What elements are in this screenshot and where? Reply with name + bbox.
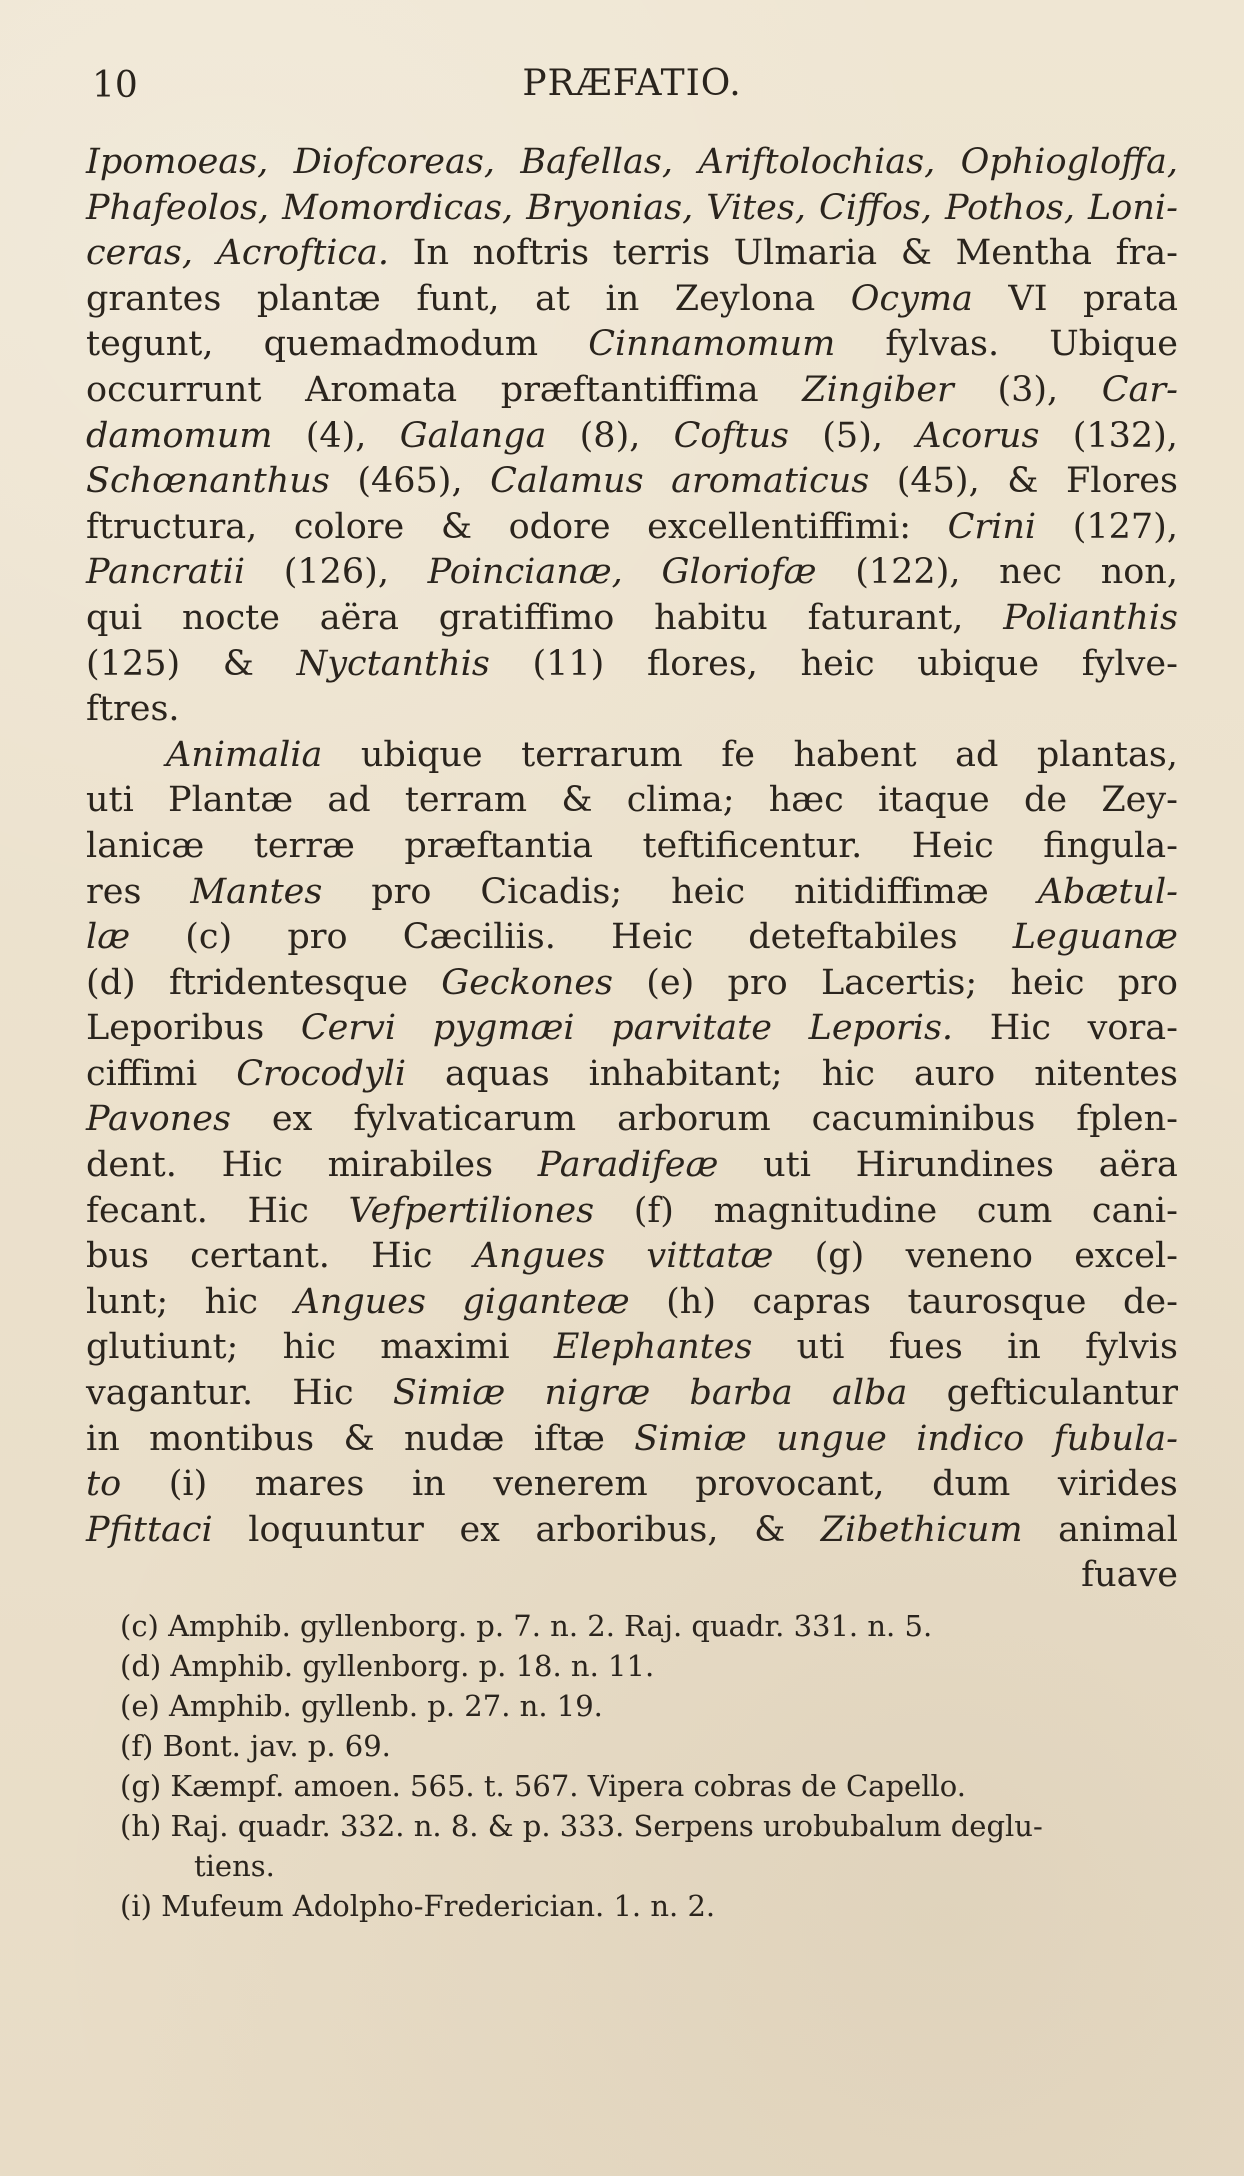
- word: Lacertis;: [821, 962, 978, 1003]
- word: Phafeolos,: [86, 187, 270, 228]
- word: Elephantes: [553, 1327, 753, 1368]
- word: arborum: [617, 1099, 771, 1140]
- word: heic: [671, 871, 746, 912]
- word: nitidiffimæ: [794, 871, 989, 912]
- word: Gloriofæ: [661, 552, 817, 593]
- word: auro: [914, 1053, 996, 1094]
- word: fylvis: [1085, 1327, 1178, 1368]
- word: Poincianæ,: [427, 552, 623, 593]
- word: Simiæ: [392, 1373, 506, 1414]
- word: excellentiffimi:: [647, 506, 912, 547]
- word: Hic: [247, 1190, 309, 1231]
- word: certant.: [190, 1236, 330, 1277]
- word: to: [86, 1464, 122, 1505]
- word: Ophiogloffa,: [960, 142, 1178, 182]
- word: Schœnanthus: [86, 461, 330, 502]
- word: noftris: [472, 233, 590, 274]
- word: de: [1023, 780, 1068, 821]
- word: Mentha: [955, 233, 1093, 274]
- running-head: PRÆFATIO.: [522, 63, 742, 104]
- word: qui: [86, 597, 143, 638]
- word: (132),: [1072, 415, 1178, 456]
- footnote-c: (c) Amphib. gyllenborg. p. 7. n. 2. Raj. quadr. 331. n. 5.: [120, 1609, 933, 1643]
- word: pygmæi: [432, 1008, 575, 1049]
- word: ftridentesque: [168, 962, 408, 1003]
- word: (4),: [305, 415, 367, 456]
- word: VI: [1008, 278, 1048, 319]
- text-line-04: [86, 277, 1178, 323]
- word: Pothos,: [945, 187, 1075, 228]
- word: Simiæ: [634, 1418, 747, 1459]
- word: terræ: [253, 825, 355, 866]
- word: (i): [168, 1464, 208, 1505]
- word: Polianthis: [1003, 597, 1178, 638]
- word: Hic: [371, 1236, 433, 1277]
- word: fylvaticarum: [353, 1099, 577, 1140]
- word: in: [605, 278, 640, 319]
- word: Ciffos,: [819, 187, 932, 228]
- word: Leporis.: [808, 1008, 954, 1049]
- word: Hic: [989, 1008, 1052, 1049]
- word: Flores: [1065, 461, 1178, 502]
- word: terram: [404, 780, 528, 821]
- text-line-20: [86, 1006, 1178, 1052]
- word: mares: [254, 1464, 365, 1505]
- word: provocant,: [695, 1464, 885, 1505]
- word: Ulmaria: [733, 233, 878, 274]
- word: (h): [666, 1281, 717, 1322]
- word: aëra: [319, 597, 399, 638]
- word: fecant.: [86, 1190, 208, 1231]
- text-line-27: [86, 1325, 1178, 1371]
- text-line-29: [86, 1417, 1178, 1463]
- word: Galanga: [399, 415, 547, 456]
- word: fe: [721, 734, 755, 775]
- word: hic: [204, 1281, 259, 1322]
- word: habitu: [654, 597, 768, 638]
- word: Coftus: [673, 415, 789, 456]
- word: Zeylona: [674, 278, 816, 319]
- word: glutiunt;: [86, 1327, 239, 1368]
- word: (126),: [283, 552, 389, 593]
- word: inhabitant;: [588, 1053, 783, 1094]
- text-line-05: [86, 322, 1178, 368]
- word: montibus: [149, 1418, 315, 1459]
- word: quemadmodum: [263, 324, 539, 365]
- text-line-23: [86, 1143, 1178, 1189]
- text-line-06: [86, 368, 1178, 414]
- text-line-13: [86, 687, 1178, 733]
- word: (125): [86, 643, 181, 684]
- word: habent: [793, 734, 917, 775]
- word: Ocyma: [850, 278, 973, 319]
- word: odore: [508, 506, 611, 547]
- text-line-19: [86, 961, 1178, 1007]
- word: gefticulantur: [946, 1373, 1178, 1414]
- word: loquuntur: [248, 1509, 424, 1550]
- word: heic: [800, 643, 875, 684]
- word: fues: [888, 1327, 963, 1368]
- word: Calamus: [490, 461, 644, 502]
- word: taurosque: [907, 1281, 1087, 1322]
- word: &: [561, 780, 593, 821]
- word: Acorus: [916, 415, 1040, 456]
- word: pro: [727, 962, 788, 1003]
- word: iftæ: [533, 1418, 605, 1459]
- word: Zingiber: [802, 369, 954, 410]
- word: Hic: [221, 1145, 283, 1186]
- word: Aromata: [305, 369, 458, 410]
- word: animal: [1058, 1509, 1178, 1550]
- word: tegunt,: [86, 324, 214, 365]
- word: Leporibus: [86, 1008, 265, 1049]
- footnote-i: (i) Mufeum Adolpho-Frederician. 1. n. 2.: [120, 1889, 716, 1923]
- word: clima;: [626, 780, 735, 821]
- word: ubique: [360, 734, 483, 775]
- word: capras: [752, 1281, 871, 1322]
- word: Acroftica.: [216, 233, 390, 274]
- word: ad: [327, 780, 371, 821]
- footnote-d: (d) Amphib. gyllenborg. p. 18. n. 11.: [120, 1649, 655, 1683]
- word: Heic: [911, 825, 994, 866]
- word: gratiffimo: [438, 597, 615, 638]
- word: vittatæ: [646, 1236, 774, 1277]
- word: res: [86, 871, 142, 912]
- word: Angues: [294, 1281, 426, 1322]
- word: faturant,: [807, 597, 964, 638]
- word: ftructura,: [86, 506, 258, 547]
- word: (11): [532, 643, 605, 684]
- word: &: [343, 1418, 375, 1459]
- word: hic: [282, 1327, 336, 1368]
- text-line-01: [86, 140, 1178, 186]
- word: aëra: [1098, 1145, 1178, 1186]
- word: vora-: [1087, 1008, 1178, 1049]
- word: fylve-: [1081, 643, 1178, 684]
- footnotes: [86, 1606, 1178, 1926]
- word: colore: [293, 506, 405, 547]
- main-text: [86, 140, 1178, 1599]
- footnote-f: (f) Bont. jav. p. 69.: [120, 1729, 391, 1763]
- word: Cervi: [300, 1008, 397, 1049]
- word: ftres.: [86, 689, 180, 730]
- word: itaque: [877, 780, 990, 821]
- text-line-09: [86, 505, 1178, 551]
- text-line-32: [86, 1553, 1178, 1599]
- word: Ariftolochias,: [698, 142, 936, 182]
- word: uti: [763, 1145, 811, 1186]
- word: flores,: [646, 643, 758, 684]
- word: nec: [999, 552, 1063, 593]
- word: lanicæ: [86, 825, 205, 866]
- word: hæc: [768, 780, 844, 821]
- text-line-16: [86, 824, 1178, 870]
- word: Pfittaci: [86, 1509, 213, 1550]
- word: maximi: [380, 1327, 510, 1368]
- word: (5),: [822, 415, 883, 456]
- word: de-: [1122, 1281, 1178, 1322]
- word: Heic: [611, 917, 694, 958]
- word: lunt;: [86, 1281, 169, 1322]
- word: Cinnamomum: [588, 324, 836, 365]
- page-header: [86, 63, 1178, 118]
- word: hic: [821, 1053, 876, 1094]
- word: &: [754, 1509, 786, 1550]
- word: funt,: [416, 278, 500, 319]
- word: in: [1007, 1327, 1041, 1368]
- word: (d): [86, 962, 136, 1003]
- word: deteftabiles: [748, 917, 958, 958]
- word: fplen-: [1076, 1099, 1178, 1140]
- word: ubique: [917, 643, 1040, 684]
- word: ceras,: [86, 233, 193, 274]
- word: Leguanæ: [1012, 917, 1178, 958]
- text-line-14: [86, 733, 1178, 779]
- word: Loni-: [1088, 187, 1178, 228]
- word: Cæciliis.: [402, 917, 556, 958]
- word: Bafellas,: [520, 142, 673, 182]
- word: in: [411, 1464, 446, 1505]
- word: Crini: [947, 506, 1037, 547]
- text-line-30: [86, 1462, 1178, 1508]
- text-line-10: [86, 550, 1178, 596]
- word: mirabiles: [327, 1145, 494, 1186]
- word: aquas: [445, 1053, 550, 1094]
- word: &: [1007, 461, 1039, 502]
- word: Abætul-: [1037, 871, 1178, 912]
- word: fra-: [1115, 233, 1178, 274]
- word: cani-: [1091, 1190, 1178, 1231]
- word: prata: [1083, 278, 1178, 319]
- word: (3),: [997, 369, 1059, 410]
- word: terris: [612, 233, 711, 274]
- word: uti: [86, 780, 134, 821]
- word: Ipomoeas,: [86, 142, 269, 182]
- word: arboribus,: [535, 1509, 719, 1550]
- word: ex: [459, 1509, 500, 1550]
- text-line-18: [86, 915, 1178, 961]
- word: (g): [814, 1236, 865, 1277]
- word: Angues: [473, 1236, 606, 1277]
- word: aromaticus: [671, 461, 870, 502]
- page-number: 10: [92, 65, 138, 106]
- word: Crocodyli: [236, 1053, 407, 1094]
- word: læ: [86, 917, 131, 958]
- text-line-11: [86, 596, 1178, 642]
- word: Diofcoreas,: [293, 142, 495, 182]
- word: Plantæ: [168, 780, 294, 821]
- word: giganteæ: [462, 1281, 630, 1322]
- word: venerem: [493, 1464, 648, 1505]
- word: magnitudine: [713, 1190, 938, 1231]
- word: Animalia: [166, 734, 323, 775]
- catchword: fuave: [1081, 1555, 1178, 1596]
- word: veneno: [905, 1236, 1033, 1277]
- word: (c): [185, 917, 233, 958]
- word: damomum: [86, 415, 273, 456]
- word: (f): [633, 1190, 674, 1231]
- footnote-e: (e) Amphib. gyllenb. p. 27. n. 19.: [120, 1689, 603, 1723]
- word: ex: [271, 1099, 313, 1140]
- word: ciffimi: [86, 1053, 198, 1094]
- word: Hic: [292, 1373, 354, 1414]
- word: cacuminibus: [811, 1099, 1036, 1140]
- word: fubula-: [1053, 1418, 1178, 1459]
- word: præftantia: [404, 825, 593, 866]
- footnote-g: (g) Kæmpf. amoen. 565. t. 567. Vipera cobras de Capello.: [120, 1769, 966, 1803]
- word: (8),: [579, 415, 641, 456]
- word: Zey-: [1101, 780, 1178, 821]
- word: &: [440, 506, 472, 547]
- word: ad: [955, 734, 999, 775]
- word: cum: [976, 1190, 1053, 1231]
- text-line-24: [86, 1189, 1178, 1235]
- word: excel-: [1074, 1236, 1178, 1277]
- text-line-07: [86, 414, 1178, 460]
- word: virides: [1057, 1464, 1178, 1505]
- word: at: [535, 278, 570, 319]
- word: (122),: [855, 552, 961, 593]
- word: nigræ: [544, 1373, 651, 1414]
- word: terrarum: [521, 734, 683, 775]
- word: &: [222, 643, 254, 684]
- text-line-08: [86, 459, 1178, 505]
- word: teftificentur.: [642, 825, 863, 866]
- word: In: [412, 233, 449, 274]
- word: Geckones: [441, 962, 614, 1003]
- word: Bryonias,: [526, 187, 694, 228]
- footnote-h: (h) Raj. quadr. 332. n. 8. & p. 333. Serpens urobubalum deglu-: [120, 1809, 1043, 1843]
- word: (465),: [357, 461, 463, 502]
- word: occurrunt: [86, 369, 262, 410]
- word: heic: [1010, 962, 1085, 1003]
- text-line-12: [86, 642, 1178, 688]
- word: non,: [1100, 552, 1178, 593]
- word: uti: [796, 1327, 845, 1368]
- word: fingula-: [1043, 825, 1178, 866]
- word: barba: [689, 1373, 793, 1414]
- word: parvitate: [611, 1008, 772, 1049]
- text-line-03: [86, 231, 1178, 277]
- word: ungue: [776, 1418, 887, 1459]
- text-line-25: [86, 1234, 1178, 1280]
- word: nocte: [181, 597, 280, 638]
- word: bus: [86, 1236, 149, 1277]
- word: Momordicas,: [282, 187, 514, 228]
- word: Hirundines: [855, 1145, 1055, 1186]
- word: dum: [932, 1464, 1011, 1505]
- word: Mantes: [190, 871, 323, 912]
- word: in: [86, 1418, 120, 1459]
- word: Car-: [1101, 369, 1178, 410]
- word: pro: [287, 917, 348, 958]
- word: vagantur.: [86, 1373, 254, 1414]
- word: nitentes: [1034, 1053, 1178, 1094]
- word: Vites,: [706, 187, 806, 228]
- text-line-02: [86, 186, 1178, 232]
- word: pro: [371, 871, 432, 912]
- word: indico: [916, 1418, 1025, 1459]
- word: nudæ: [404, 1418, 505, 1459]
- word: Paradifeæ: [537, 1145, 719, 1186]
- text-line-21: [86, 1052, 1178, 1098]
- word: fylvas.: [885, 324, 1000, 365]
- footnote-h-continuation: tiens.: [194, 1849, 275, 1883]
- word: pro: [1117, 962, 1178, 1003]
- word: præftantiffima: [500, 369, 759, 410]
- word: plantas,: [1036, 734, 1178, 775]
- text-line-22: [86, 1097, 1178, 1143]
- word: Zibethicum: [820, 1509, 1023, 1550]
- text-line-28: [86, 1371, 1178, 1417]
- word: &: [900, 233, 932, 274]
- text-line-15: [86, 778, 1178, 824]
- word: Pancratii: [86, 552, 246, 593]
- text-line-17: [86, 870, 1178, 916]
- word: Nyctanthis: [296, 643, 490, 684]
- word: Vefpertiliones: [348, 1190, 595, 1231]
- word: (127),: [1072, 506, 1178, 547]
- word: Cicadis;: [480, 871, 623, 912]
- word: grantes: [86, 278, 222, 319]
- word: alba: [832, 1373, 908, 1414]
- word: (e): [646, 962, 695, 1003]
- word: (45),: [896, 461, 980, 502]
- word: dent.: [86, 1145, 177, 1186]
- text-line-26: [86, 1280, 1178, 1326]
- word: Pavones: [86, 1099, 231, 1140]
- word: plantæ: [256, 278, 381, 319]
- word: Ubique: [1049, 324, 1178, 365]
- text-line-31: [86, 1508, 1178, 1554]
